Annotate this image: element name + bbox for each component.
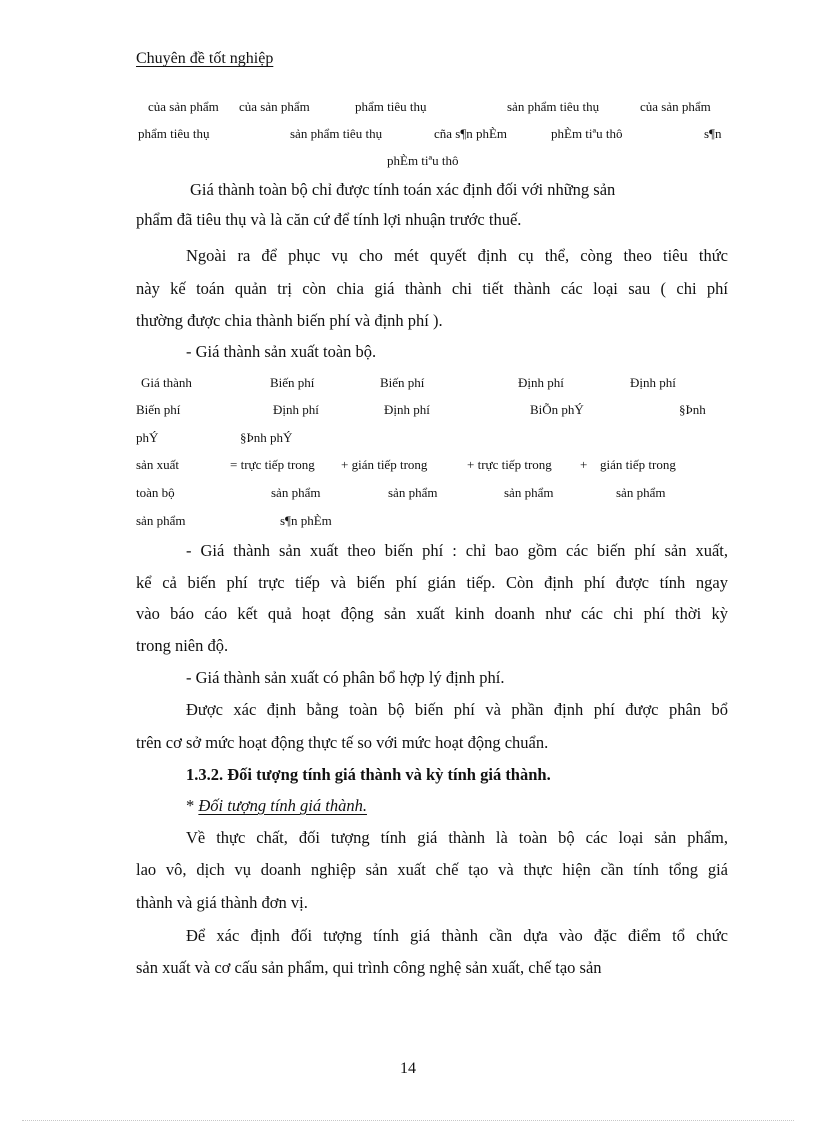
footer-divider <box>22 1120 794 1121</box>
paragraph-line: - Giá thành sản xuất toàn bộ. <box>186 342 377 361</box>
formula2-term: s¶n phÈm <box>280 513 332 528</box>
formula2-term: §Þnh phÝ <box>240 430 293 445</box>
paragraph-line: phẩm đã tiêu thụ và là căn cứ để tính lợi nhuận trước thuế. <box>136 210 522 229</box>
formula1-term: s¶n <box>704 126 722 141</box>
subsection-heading <box>186 796 367 816</box>
paragraph-line: trên cơ sở mức hoạt động thực tế so với mức hoạt động chuẩn. <box>136 733 549 752</box>
formula2-term: BiÕn phÝ <box>530 402 584 417</box>
formula2-term: sản phẩm <box>616 485 666 500</box>
subsection-title: Đối tượng tính giá thành. <box>198 796 367 815</box>
page-header-title: Chuyên đề tốt nghiệp <box>136 50 274 67</box>
paragraph-line: trong niên độ. <box>136 636 229 655</box>
formula2-term: Biến phí <box>136 402 181 417</box>
formula2-term: gián tiếp trong <box>600 457 676 472</box>
formula2-term: Biến phí <box>270 375 315 390</box>
paragraph-line: lao vô, dịch vụ doanh nghiệp sản xuất chế tạo và thực hiện cần tính tổng giá <box>136 860 728 879</box>
formula2-term: phÝ <box>136 430 159 445</box>
formula2-term: toàn bộ <box>136 485 175 500</box>
formula2-term: Định phí <box>384 402 430 417</box>
formula1-term: cña s¶n phÈm <box>434 126 508 141</box>
formula1-term: của sản phẩm <box>640 99 711 114</box>
formula2-term: Biến phí <box>380 375 425 390</box>
paragraph-line: Ngoài ra để phục vụ cho mét quyết định cụ thể, còng theo tiêu thức <box>186 246 728 265</box>
formula1-term: phÈm tiªu thô <box>387 153 459 168</box>
paragraph-line: Để xác định đối tượng tính giá thành cần dựa vào đặc điểm tổ chức <box>186 926 728 945</box>
formula2-term: + <box>580 457 588 472</box>
formula1-term: sản phẩm tiêu thụ <box>290 126 383 141</box>
paragraph-line: - Giá thành sản xuất có phân bổ hợp lý định phí. <box>186 668 505 687</box>
formula2-term: sản phẩm <box>388 485 438 500</box>
formula2-term: Định phí <box>518 375 564 390</box>
formula2-term: + trực tiếp trong <box>467 457 552 472</box>
formula1-term: của sản phẩm <box>148 99 219 114</box>
paragraph-line: sản xuất và cơ cấu sản phẩm, qui trình công nghệ sản xuất, chế tạo sản <box>136 958 602 977</box>
paragraph-line: Giá thành toàn bộ chỉ được tính toán xác định đối với những sản <box>190 180 616 199</box>
formula2-term: Giá thành <box>141 375 192 390</box>
paragraph-line: thành và giá thành đơn vị. <box>136 893 308 912</box>
formula1-term: của sản phẩm <box>239 99 310 114</box>
paragraph-line: - Giá thành sản xuất theo biến phí : chỉ bao gồm các biến phí sản xuất, <box>186 541 728 560</box>
formula1-term: phÈm tiªu thô <box>551 126 623 141</box>
formula2-term: §Þnh <box>679 402 706 417</box>
paragraph-line: kể cả biến phí trực tiếp và biến phí gián tiếp. Còn định phí được tính ngay <box>136 573 728 592</box>
formula1-term: sản phẩm tiêu thụ <box>507 99 600 114</box>
bullet-star: * <box>186 796 199 815</box>
paragraph-line: vào báo cáo kết quả hoạt động sản xuất kinh doanh như các chi phí thời kỳ <box>136 604 728 623</box>
paragraph-line: Được xác định bằng toàn bộ biến phí và phần định phí được phân bổ <box>186 700 728 719</box>
formula2-term: sản phẩm <box>504 485 554 500</box>
paragraph-line: Về thực chất, đối tượng tính giá thành là toàn bộ các loại sản phẩm, <box>186 828 728 847</box>
formula2-term: sản phẩm <box>136 513 186 528</box>
formula2-term: sản xuất <box>136 457 179 472</box>
paragraph-line: thường được chia thành biến phí và định phí ). <box>136 311 443 330</box>
formula2-term: = trực tiếp trong <box>230 457 315 472</box>
formula1-term: phẩm tiêu thụ <box>355 99 427 114</box>
page-number: 14 <box>400 1060 416 1077</box>
formula2-term: Định phí <box>630 375 676 390</box>
formula2-term: sản phẩm <box>271 485 321 500</box>
paragraph-line: này kế toán quản trị còn chia giá thành chi tiết thành các loại sau ( chi phí <box>136 279 728 298</box>
section-heading: 1.3.2. Đối tượng tính giá thành và kỳ tính giá thành. <box>186 765 551 784</box>
formula2-term: Định phí <box>273 402 319 417</box>
formula1-term: phẩm tiêu thụ <box>138 126 210 141</box>
formula2-term: + gián tiếp trong <box>341 457 428 472</box>
